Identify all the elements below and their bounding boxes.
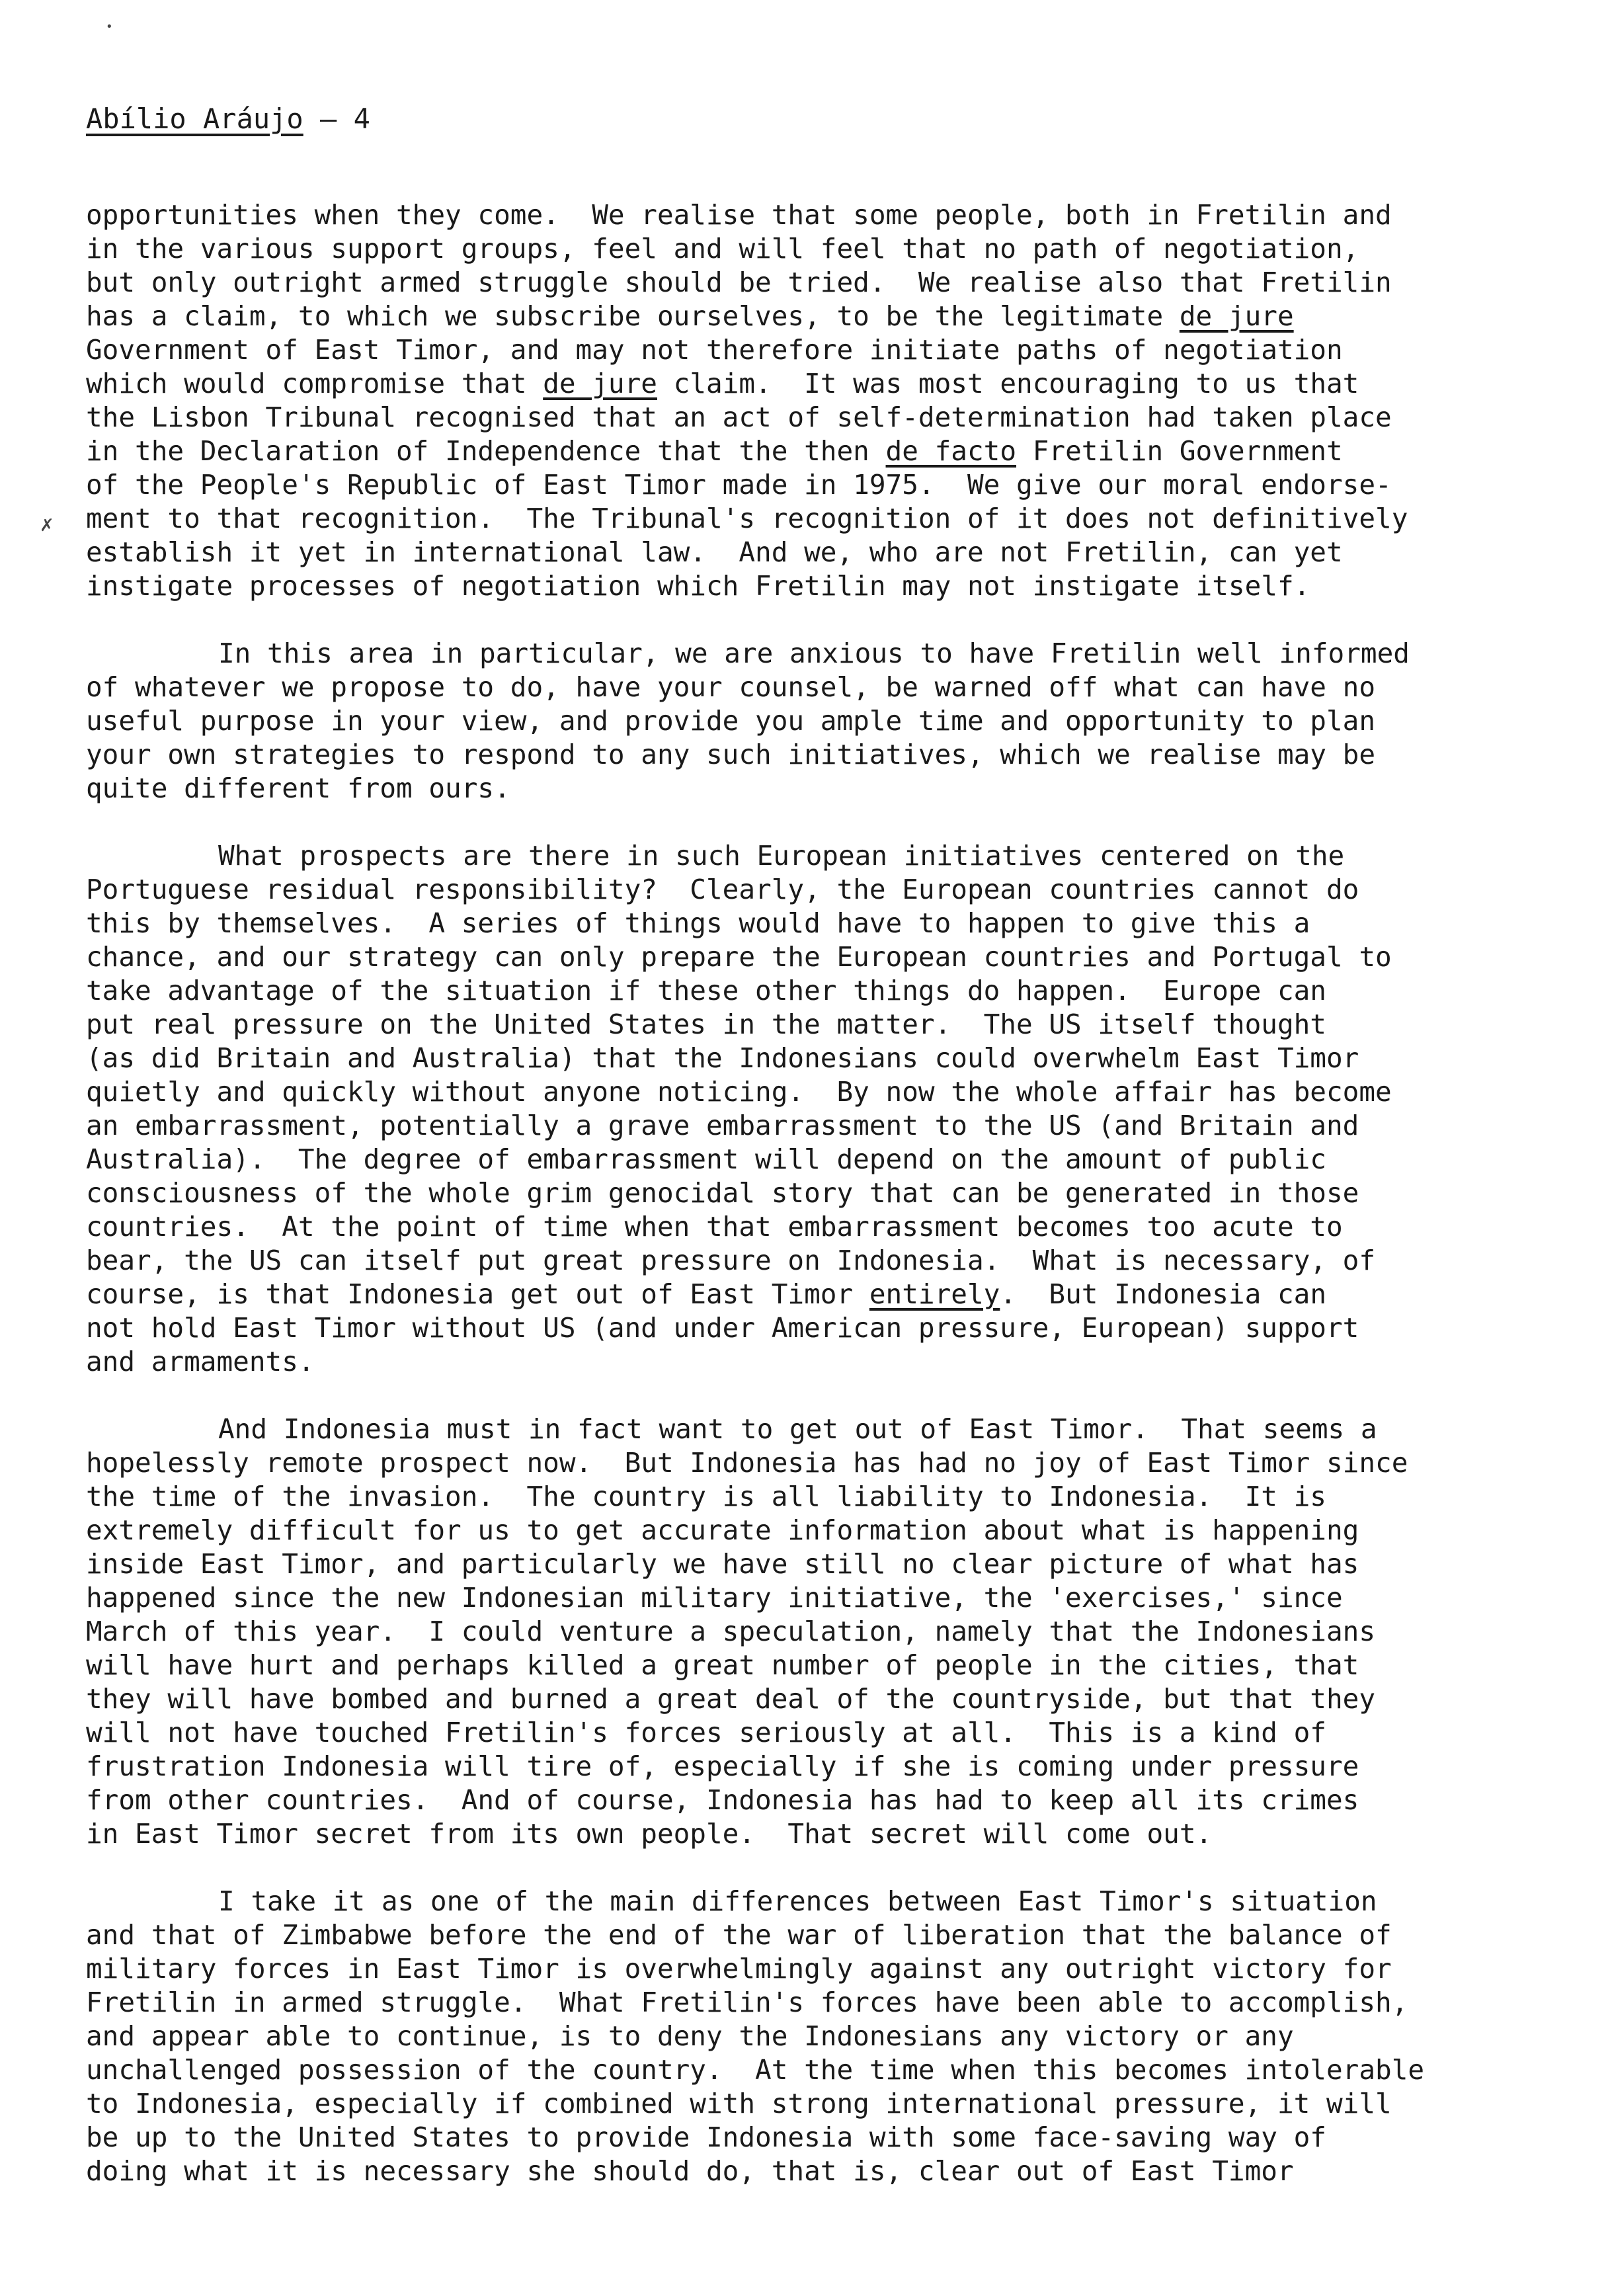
text-run: an embarrassment, potentially a grave embarrassment to the US (and Britain and — [86, 1110, 1359, 1141]
text-run: not hold East Timor without US (and under American pressure, European) support — [86, 1312, 1359, 1344]
text-run: unchallenged possession of the country. At the time when this becomes intolerable — [86, 2054, 1425, 2086]
text-line — [86, 738, 1554, 772]
text-line — [86, 1210, 1554, 1244]
text-line — [86, 1143, 1554, 1176]
text-run: I take it as one of the main differences between East Timor's situation — [218, 1885, 1377, 1917]
text-line — [86, 1176, 1554, 1210]
text-run: chance, and our strategy can only prepare the European countries and Portugal to — [86, 941, 1392, 973]
text-line — [86, 1311, 1554, 1345]
text-run: and that of Zimbabwe before the end of the war of liberation that the balance of — [86, 1919, 1392, 1951]
letter-body — [86, 198, 1554, 2188]
text-run: will not have touched Fretilin's forces seriously at all. This is a kind of — [86, 1717, 1326, 1748]
text-line — [86, 468, 1554, 502]
paragraph-gap — [86, 1851, 1554, 1885]
text-run: happened since the new Indonesian military initiative, the 'exercises,' since — [86, 1582, 1343, 1614]
text-line — [86, 1952, 1554, 1986]
text-run: of whatever we propose to do, have your counsel, be warned off what can have no — [86, 671, 1376, 703]
text-line — [86, 839, 1554, 873]
text-run: Portuguese residual responsibility? Clearly, the European countries cannot do — [86, 874, 1359, 905]
text-line — [86, 873, 1554, 907]
text-run: and armaments. — [86, 1346, 315, 1377]
text-line — [86, 401, 1554, 434]
text-run: useful purpose in your view, and provide you ample time and opportunity to plan — [86, 705, 1376, 737]
paragraph — [86, 198, 1554, 603]
underlined-phrase: de facto — [885, 435, 1017, 467]
text-line — [86, 300, 1554, 333]
author-name: Abílio Aráujo — [86, 102, 303, 135]
text-line — [86, 2121, 1554, 2154]
paragraph — [86, 1413, 1554, 1851]
text-run: inside East Timor, and particularly we have still no clear picture of what has — [86, 1548, 1359, 1580]
text-run: consciousness of the whole grim genocidal story that can be generated in those — [86, 1177, 1359, 1209]
text-run: from other countries. And of course, Indonesia has had to keep all its crimes — [86, 1784, 1359, 1816]
text-run: And Indonesia must in fact want to get out of East Timor. That seems a — [218, 1413, 1377, 1445]
text-line — [86, 1817, 1554, 1851]
text-line — [86, 2087, 1554, 2121]
text-line — [86, 1278, 1554, 1311]
text-line — [86, 1986, 1554, 2020]
text-line — [86, 198, 1554, 232]
text-run: claim. It was most encouraging to us that — [657, 368, 1359, 399]
text-run: to Indonesia, especially if combined with strong international pressure, it will — [86, 2088, 1392, 2119]
underlined-phrase: entirely — [869, 1278, 1000, 1310]
text-line — [86, 1581, 1554, 1615]
text-run: which would compromise that — [86, 368, 543, 399]
underlined-phrase: de jure — [1179, 300, 1294, 332]
text-run: course, is that Indonesia get out of East Timor — [86, 1278, 869, 1310]
text-line — [86, 1109, 1554, 1143]
text-run: bear, the US can itself put great pressure on Indonesia. What is necessary, of — [86, 1245, 1376, 1276]
paragraph-gap — [86, 1379, 1554, 1413]
text-line — [86, 1514, 1554, 1547]
text-line — [86, 907, 1554, 940]
text-line — [86, 1480, 1554, 1514]
text-run: What prospects are there in such European initiatives centered on the — [218, 840, 1345, 872]
page-number: 4 — [353, 102, 370, 135]
text-run: Fretilin in armed struggle. What Fretilin's forces have been able to accomplish, — [86, 1987, 1408, 2018]
text-line — [86, 974, 1554, 1008]
text-line — [86, 502, 1554, 536]
text-line — [86, 1008, 1554, 1042]
text-run: has a claim, to which we subscribe ourselves, to be the legitimate — [86, 300, 1180, 332]
text-run: be up to the United States to provide Indonesia with some face-saving way of — [86, 2121, 1326, 2153]
text-line — [86, 1244, 1554, 1278]
text-run: quite different from ours. — [86, 772, 510, 804]
text-line — [86, 2053, 1554, 2087]
header-separator: — — [303, 102, 354, 135]
text-run: put real pressure on the United States in the matter. The US itself thought — [86, 1008, 1326, 1040]
text-line — [86, 1918, 1554, 1952]
text-run: quietly and quickly without anyone noticing. By now the whole affair has become — [86, 1076, 1392, 1108]
paragraph — [86, 637, 1554, 805]
text-run: Australia). The degree of embarrassment will depend on the amount of public — [86, 1143, 1326, 1175]
text-line — [86, 367, 1554, 401]
text-run: March of this year. I could venture a speculation, namely that the Indonesians — [86, 1616, 1376, 1647]
paragraph-gap — [86, 603, 1554, 637]
text-line — [86, 1446, 1554, 1480]
paragraph — [86, 1885, 1554, 2188]
text-run: ment to that recognition. The Tribunal's recognition of it does not definitively — [86, 503, 1408, 534]
text-run: In this area in particular, we are anxious to have Fretilin well informed — [218, 637, 1410, 669]
text-line — [86, 1615, 1554, 1649]
stray-mark: • — [106, 20, 113, 34]
text-line — [86, 1547, 1554, 1581]
text-line — [86, 1042, 1554, 1075]
text-line — [86, 1716, 1554, 1750]
text-run: Government of East Timor, and may not therefore initiate paths of negotiation — [86, 334, 1343, 366]
text-run: countries. At the point of time when that embarrassment becomes too acute to — [86, 1211, 1343, 1243]
text-run: in East Timor secret from its own people. That secret will come out. — [86, 1818, 1213, 1850]
text-line — [86, 637, 1554, 671]
text-line — [86, 434, 1554, 468]
text-run: extremely difficult for us to get accurate information about what is happening — [86, 1514, 1359, 1546]
text-line — [86, 940, 1554, 974]
text-run: and appear able to continue, is to deny the Indonesians any victory or any — [86, 2020, 1294, 2052]
text-run: the Lisbon Tribunal recognised that an act of self-determination had taken place — [86, 401, 1392, 433]
text-run: establish it yet in international law. And we, who are not Fretilin, can yet — [86, 536, 1343, 568]
paragraph — [86, 839, 1554, 1379]
paragraph-gap — [86, 805, 1554, 839]
text-line — [86, 671, 1554, 704]
text-run: in the Declaration of Independence that the then — [86, 435, 886, 467]
text-line — [86, 569, 1554, 603]
text-run: instigate processes of negotiation which Fretilin may not instigate itself. — [86, 570, 1310, 602]
text-run: doing what it is necessary she should do, that is, clear out of East Timor — [86, 2155, 1294, 2187]
text-run: Fretilin Government — [1016, 435, 1343, 467]
text-run: this by themselves. A series of things would have to happen to give this a — [86, 907, 1310, 939]
text-line — [86, 232, 1554, 266]
text-line — [86, 1075, 1554, 1109]
text-run: . But Indonesia can — [1000, 1278, 1327, 1310]
page-header — [86, 99, 370, 139]
text-line — [86, 2020, 1554, 2053]
text-run: but only outright armed struggle should be tried. We realise also that Fretilin — [86, 266, 1392, 298]
text-line — [86, 536, 1554, 569]
text-run: will have hurt and perhaps killed a great number of people in the cities, that — [86, 1649, 1359, 1681]
text-line — [86, 1649, 1554, 1682]
text-run: they will have bombed and burned a great deal of the countryside, but that they — [86, 1683, 1376, 1715]
underlined-phrase: de jure — [543, 368, 657, 399]
text-run: take advantage of the situation if these other things do happen. Europe can — [86, 975, 1326, 1006]
text-line — [86, 1885, 1554, 1918]
text-line — [86, 1682, 1554, 1716]
text-line — [86, 1750, 1554, 1784]
text-line — [86, 772, 1554, 805]
text-run: opportunities when they come. We realise that some people, both in Fretilin and — [86, 199, 1392, 231]
text-run: your own strategies to respond to any such initiatives, which we realise may be — [86, 739, 1376, 770]
text-line — [86, 1784, 1554, 1817]
text-run: military forces in East Timor is overwhelmingly against any outright victory for — [86, 1953, 1392, 1985]
text-run: frustration Indonesia will tire of, especially if she is coming under pressure — [86, 1750, 1359, 1782]
text-line — [86, 333, 1554, 367]
text-line — [86, 266, 1554, 300]
text-run: hopelessly remote prospect now. But Indonesia has had no joy of East Timor since — [86, 1447, 1408, 1479]
text-run: (as did Britain and Australia) that the Indonesians could overwhelm East Timor — [86, 1042, 1359, 1074]
margin-mark: ✗ — [40, 516, 54, 536]
text-run: in the various support groups, feel and will feel that no path of negotiation, — [86, 233, 1359, 265]
text-run: of the People's Republic of East Timor made in 1975. We give our moral endorse- — [86, 469, 1392, 501]
text-line — [86, 1345, 1554, 1379]
text-run: the time of the invasion. The country is all liability to Indonesia. It is — [86, 1481, 1326, 1512]
text-line — [86, 1413, 1554, 1446]
text-line — [86, 2154, 1554, 2188]
text-line — [86, 704, 1554, 738]
